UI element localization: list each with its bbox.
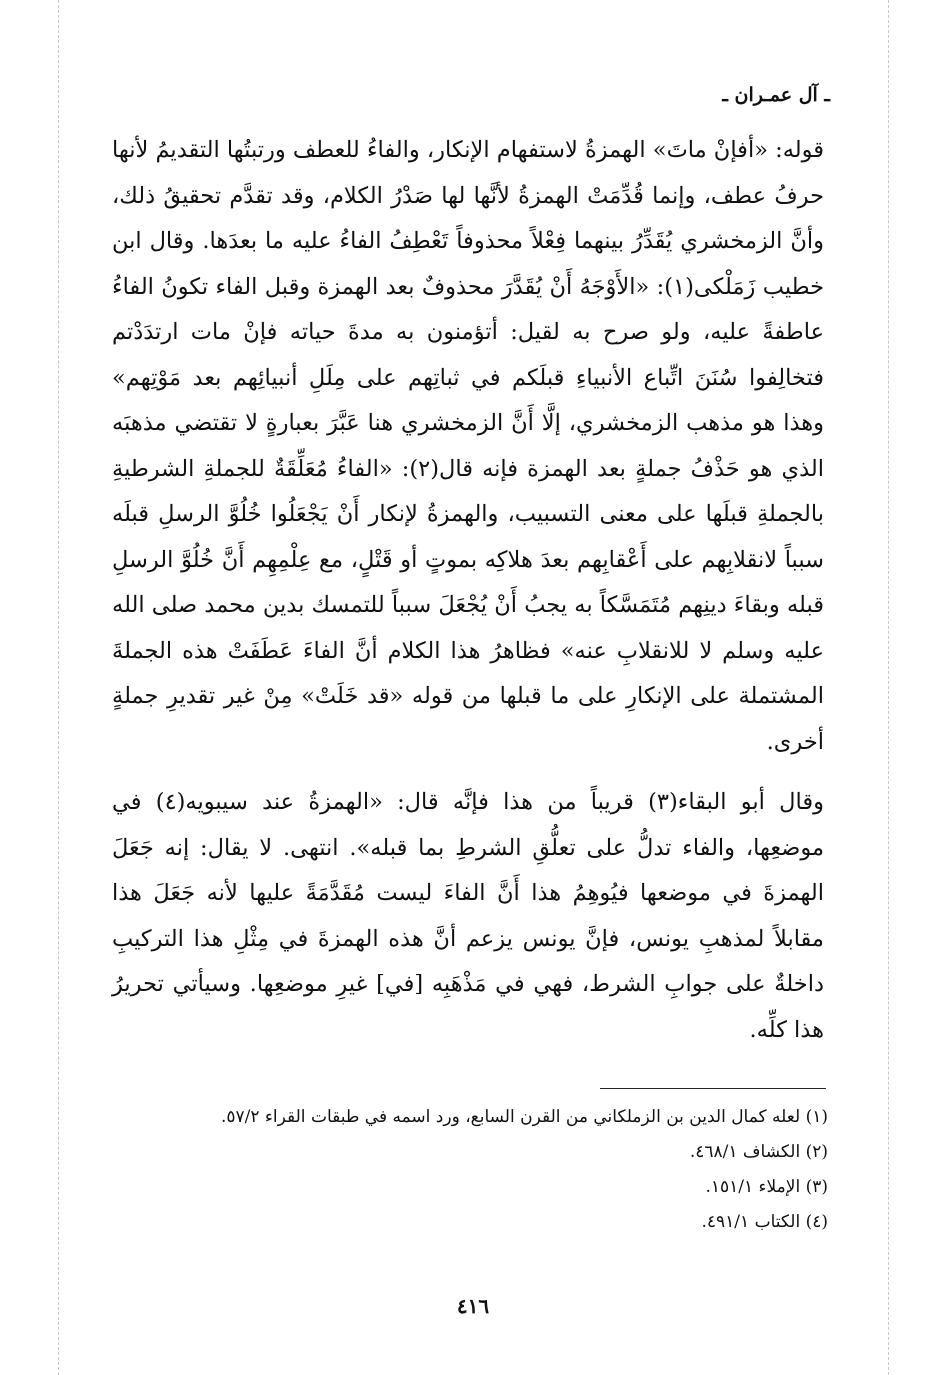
scan-margin-line-left: [58, 0, 59, 1375]
footnote-2: (٢) الكشاف ٤٦٨/١.: [689, 1142, 828, 1162]
footnote-separator: [600, 1088, 826, 1089]
footnote-1: (١) لعله كمال الدين بن الزملكاني من القرن السابع، ورد اسمه في طبقات القراء ٥٧/٢.: [221, 1107, 828, 1127]
running-header: ـ آل عمـران ـ: [722, 84, 830, 106]
paragraph-1: قوله: «أفإنْ ماتَ» الهمزةُ لاستفهام الإنكار، والفاءُ للعطف ورتبتُها التقديمُ لأنها حرفُ عطف، وإنما قُدِّمَتْ الهمزةُ لأنَّها لها صَدْرُ الكلام، وقد تقدَّم تحقيقُ ذلك، وأنَّ الزمخشري يُقَدِّرُ بينهما فِعْلاً محذوفاً تَعْطِفُ الفاءُ عليه ما بعدَها. وقال ابن خطيب زَمَلْكى(١): «الأَوْجَهُ أَنْ يُقَدَّرَ محذوفٌ بعد الهمزة وقبل الفاء تكونُ الفاءُ عاطفةً عليه، ولو صرح به لقيل: أتؤمنون به مدةَ حياته فإنْ مات ارتدَدْتم فتخالِفوا سُنَنَ اتِّباع الأنبياءِ قبلَكم في ثباتِهم على مِلَلِ أنبيائِهم بعد مَوْتِهم» وهذا هو مذهب الزمخشري، إلَّا أَنَّ الزمخشري هنا عَبَّرَ بعبارةٍ لا تقتضي مذهبَه الذي هو حَذْفُ جملةٍ بعد الهمزة فإنه قال(٢): «الفاءُ مُعَلِّقَةٌ للجملةِ الشرطيةِ بالجملةِ قبلَها على معنى التسبيب، والهمزةُ لإنكار أَنْ يَجْعَلُوا خُلُوَّ الرسلِ قبلَه سبباً لانقلابِهم على أَعْقابِهم بعدَ هلاكِه بموتٍ أو قَتْلٍ، مع عِلْمِهِم أَنَّ خُلُوَّ الرسلِ قبله وبقاءَ دينِهم مُتَمَسَّكاً به يجبُ أَنْ يُجْعَلَ سبباً للتمسك بدين محمد صلى الله عليه وسلم لا للانقلابِ عنه» فظاهرُ هذا الكلام أنَّ الفاءَ عَطَفَتْ هذه الجملةَ المشتملة على الإنكارِ على ما قبلها من قوله «قد خَلَتْ» مِنْ غير تقديرِ جملةٍ أخرى.: [111, 137, 825, 755]
footnote-3: (٣) الإملاء ١٥١/١.: [705, 1177, 828, 1197]
main-text: [112, 128, 824, 1053]
paragraph-2: وقال أبو البقاء(٣) قريباً من هذا فإنَّه قال: «الهمزةُ عند سيبويه(٤) في موضعِها، والفاء تدلُّ على تعلُّقِ الشرطِ بما قبله». انتهى. لا يقال: إنه جَعَلَ الهمزةَ في موضعها فيُوهِمُ هذا أَنَّ الفاءَ ليست مُقَدَّمَةً عليها لأنه جَعَلَ هذا مقابلاً لمذهبِ يونس، فإنَّ يونس يزعم أنَّ هذه الهمزةَ في مِثْلِ هذا التركيبِ داخلةٌ على جوابِ الشرط، فهي في مَذْهَبِه [في] غيرِ موضعِها. وسيأتي تحريرُ هذا كلِّه.: [112, 789, 824, 1043]
footnote-4: (٤) الكتاب ٤٩١/١.: [701, 1212, 828, 1232]
scan-margin-line-right: [888, 0, 889, 1375]
footnotes: [108, 1100, 828, 1240]
page-number: ٤١٦: [456, 1294, 490, 1318]
